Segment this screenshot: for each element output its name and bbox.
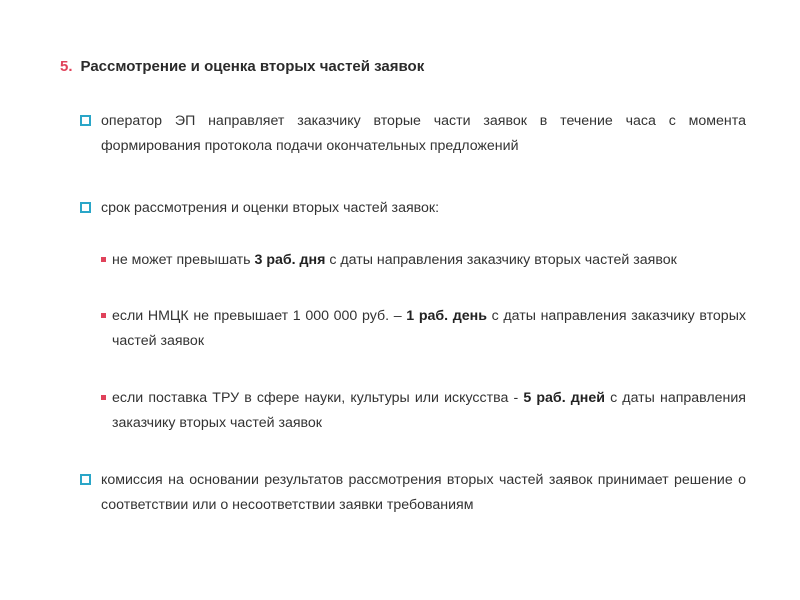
section-title: Рассмотрение и оценка вторых частей заявок	[80, 58, 425, 75]
section-heading	[60, 58, 424, 75]
square-bullet-icon	[80, 474, 91, 485]
sub-bullet-2	[112, 304, 746, 354]
sub-bullet-3	[112, 386, 746, 436]
sub-bullet-2-text: если НМЦК не превышает 1 000 000 руб. –	[112, 308, 407, 324]
square-bullet-icon	[80, 202, 91, 213]
sub-bullet-2-tail: с даты направления заказчику вторых частей заявок	[112, 308, 746, 349]
red-square-bullet-icon	[101, 257, 106, 262]
sub-bullet-1-tail: с даты направления заказчику вторых частей заявок	[325, 252, 677, 268]
bullet-commission: комиссия на основании результатов рассмотрения вторых частей заявок принимает решение о соответствии или о несоответствии заявки требованиям	[101, 472, 746, 513]
sub-bullet-3-tail: с даты направления заказчику вторых частей заявок	[112, 390, 746, 431]
bullet-term: срок рассмотрения и оценки вторых частей заявок:	[101, 200, 440, 216]
sub-bullet-1-text: не может превышать	[112, 252, 255, 268]
sub-bullet-3-text: если поставка ТРУ в сфере науки, культуры или искусства -	[112, 390, 524, 406]
sub-bullet-2-term: 1 раб. день	[406, 308, 487, 324]
red-square-bullet-icon	[101, 313, 106, 318]
sub-bullet-3-term: 5 раб. дней	[523, 390, 605, 406]
section-number: 5.	[60, 58, 73, 75]
sub-bullet-1	[112, 248, 746, 273]
bullet-operator: оператор ЭП направляет заказчику вторые части заявок в течение часа с момента формирования протокола подачи окончательных предложений	[101, 113, 746, 154]
red-square-bullet-icon	[101, 395, 106, 400]
square-bullet-icon	[80, 115, 91, 126]
sub-bullet-1-term: 3 раб. дня	[254, 252, 326, 268]
